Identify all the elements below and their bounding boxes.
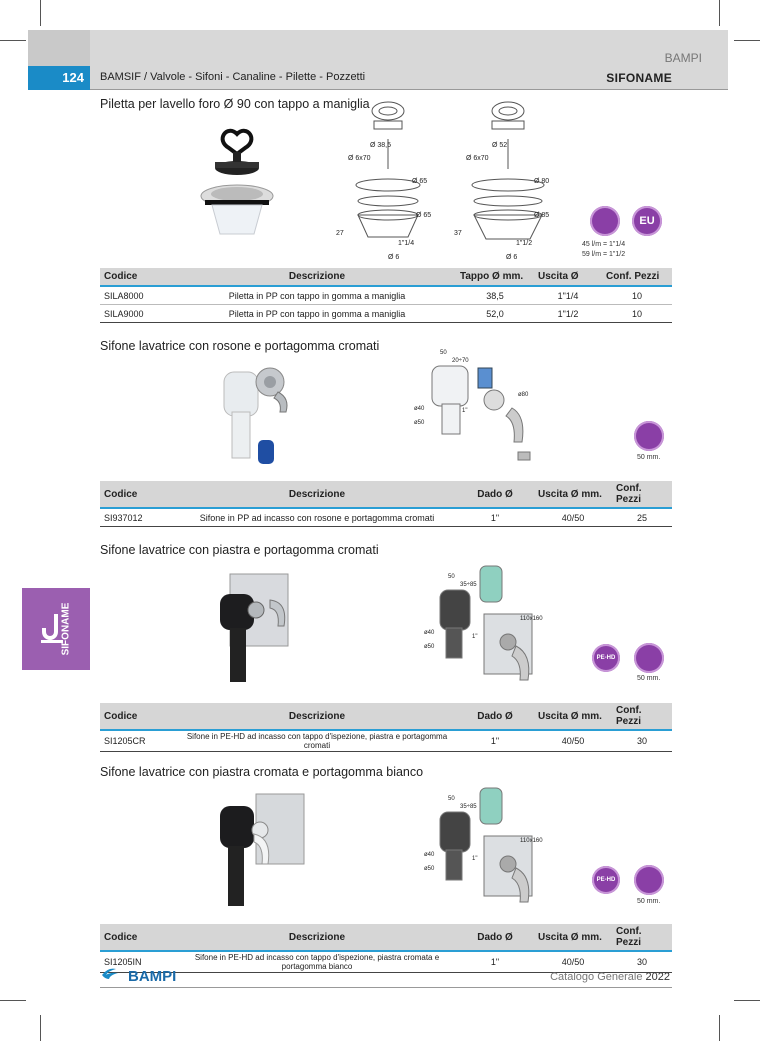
cell-value: 40/50: [534, 508, 612, 527]
col-header: Descrizione: [178, 924, 456, 951]
bampi-logo: [100, 966, 190, 989]
crop-mark: [719, 1015, 720, 1041]
dim-label: 50: [440, 350, 447, 356]
cell-description: Sifone in PE-HD ad incasso con tappo d'ispezione, piastra cromata e portagomma bianco: [178, 951, 456, 973]
table-row: [100, 730, 672, 752]
footer-catalog: [550, 971, 670, 983]
col-header: Dado Ø: [456, 481, 534, 508]
dim-label: Ø 85: [534, 212, 550, 219]
dim-label: 35÷85: [460, 804, 477, 810]
pe-hd-badge: PE-HD: [592, 644, 620, 672]
flow-note: 59 l/m = 1"1/2: [582, 251, 626, 258]
dim-label: 1"1/2: [516, 240, 533, 247]
product-photo-sifone-rosone: [218, 362, 308, 468]
col-header: Descrizione: [178, 268, 456, 286]
col-header: Uscita Ø mm.: [534, 481, 612, 508]
col-header: Descrizione: [178, 481, 456, 508]
side-tab-label: SIFONAME: [60, 602, 72, 656]
footer-divider: [100, 987, 672, 988]
cell-description: Piletta in PP con tappo in gomma a maniglia: [178, 305, 456, 323]
cup-icon-badge: [634, 643, 664, 673]
sink-icon-badge: [590, 206, 620, 236]
cell-value: 38,5: [456, 286, 534, 305]
catalog-label: Catalogo Generale: [550, 971, 643, 983]
dim-label: 1": [472, 634, 478, 640]
cell-code: SILA8000: [100, 286, 178, 305]
cell-description: Piletta in PP con tappo in gomma a maniglia: [178, 286, 456, 305]
product-table: [100, 268, 672, 323]
technical-drawing-sifone-piastra: [420, 562, 560, 692]
dim-label: Ø 80: [534, 178, 550, 185]
dim-label: Ø 38,5: [370, 142, 392, 149]
dim-label: 35÷85: [460, 582, 477, 588]
cell-value: 40/50: [534, 951, 612, 973]
technical-drawing-piletta: [330, 97, 570, 265]
dim-label: ø40: [424, 852, 435, 858]
cell-value: 10: [602, 305, 672, 323]
product-title: Piletta per lavello foro Ø 90 con tappo a maniglia: [100, 97, 370, 111]
col-header: Conf. Pezzi: [602, 268, 672, 286]
crop-mark: [734, 1000, 760, 1001]
cell-value: 1": [456, 730, 534, 752]
product-photo-sifone-piastra-bianco: [214, 790, 310, 910]
dim-label: 110x160: [520, 616, 543, 622]
col-header: Uscita Ø mm.: [534, 703, 612, 730]
cell-code: SILA9000: [100, 305, 178, 323]
crop-mark: [734, 40, 760, 41]
technical-drawing-sifone-piastra-bianco: [420, 784, 560, 914]
badge-caption: 50 mm.: [637, 898, 661, 905]
crop-mark: [0, 1000, 26, 1001]
dim-label: 37: [454, 230, 462, 237]
dim-label: 1": [462, 408, 468, 414]
cell-value: 1"1/2: [534, 305, 602, 323]
crop-mark: [40, 0, 41, 26]
cup-icon-badge: [634, 865, 664, 895]
cell-value: 1": [456, 508, 534, 527]
cell-value: 40/50: [534, 730, 612, 752]
dim-label: 27: [336, 230, 344, 237]
col-header: Descrizione: [178, 703, 456, 730]
dim-label: Ø 65: [416, 212, 432, 219]
dim-label: Ø 6: [506, 254, 518, 261]
badge-caption: 50 mm.: [637, 675, 661, 682]
cell-value: 52,0: [456, 305, 534, 323]
side-tab-sifoname[interactable]: [22, 588, 90, 670]
product-title: Sifone lavatrice con piastra cromata e portagomma bianco: [100, 765, 424, 779]
col-header: Codice: [100, 268, 178, 286]
dim-label: Ø 6x70: [348, 155, 371, 162]
technical-drawing-sifone-rosone: [412, 344, 552, 468]
cell-value: 30: [612, 730, 672, 752]
cell-code: SI1205CR: [100, 730, 178, 752]
eu-badge: EU: [632, 206, 662, 236]
dim-label: 1": [472, 856, 478, 862]
dim-label: ø40: [414, 406, 425, 412]
col-header: Tappo Ø mm.: [456, 268, 534, 286]
dim-label: ø50: [424, 644, 435, 650]
section-title: SIFONAME: [606, 71, 672, 85]
product-table: [100, 703, 672, 752]
dim-label: 20÷70: [452, 358, 469, 364]
header-divider: [90, 89, 728, 90]
col-header: Uscita Ø mm.: [534, 924, 612, 951]
cell-value: 25: [612, 508, 672, 527]
dim-label: 50: [448, 574, 455, 580]
cell-value: 1": [456, 951, 534, 973]
table-row: [100, 305, 672, 323]
logo-text: BAMPI: [128, 968, 177, 984]
col-header: Dado Ø: [456, 703, 534, 730]
dim-label: ø40: [424, 630, 435, 636]
page-number: 124: [28, 66, 90, 90]
table-row: [100, 286, 672, 305]
cell-description: Sifone in PP ad incasso con rosone e portagomma cromati: [178, 508, 456, 527]
product-title: Sifone lavatrice con rosone e portagomma cromati: [100, 339, 380, 353]
col-header: Uscita Ø: [534, 268, 602, 286]
col-header: Codice: [100, 703, 178, 730]
dim-label: 50: [448, 796, 455, 802]
dim-label: Ø 6x70: [466, 155, 489, 162]
cell-code: SI1205IN: [100, 951, 178, 973]
badge-caption: 50 mm.: [637, 454, 661, 461]
col-header: Conf. Pezzi: [612, 703, 672, 730]
catalog-year: 2022: [645, 971, 670, 983]
col-header: Codice: [100, 924, 178, 951]
dim-label: Ø 52: [492, 142, 508, 149]
dim-label: ø50: [414, 420, 425, 426]
crop-mark: [0, 40, 26, 41]
col-header: Codice: [100, 481, 178, 508]
cup-icon-badge: [634, 421, 664, 451]
product-title: Sifone lavatrice con piastra e portagomma cromati: [100, 543, 379, 557]
product-photo-sifone-piastra: [216, 570, 306, 686]
dim-label: 110x160: [520, 838, 543, 844]
col-header: Conf. Pezzi: [612, 481, 672, 508]
breadcrumb: BAMSIF / Valvole - Sifoni - Canaline - Pilette - Pozzetti: [100, 71, 366, 83]
product-photo-piletta: [192, 126, 282, 238]
cell-value: 1"1/4: [534, 286, 602, 305]
col-header: Conf. Pezzi: [612, 924, 672, 951]
dim-label: ø50: [424, 866, 435, 872]
pe-hd-badge: PE-HD: [592, 866, 620, 894]
crop-mark: [719, 0, 720, 26]
dim-label: Ø 6: [388, 254, 400, 261]
cell-value: 10: [602, 286, 672, 305]
flow-note: 45 l/m = 1"1/4: [582, 241, 626, 248]
dim-label: 1"1/4: [398, 240, 415, 247]
cell-code: SI937012: [100, 508, 178, 527]
table-row: [100, 508, 672, 527]
product-table: [100, 481, 672, 527]
crop-mark: [40, 1015, 41, 1041]
cell-value: 30: [612, 951, 672, 973]
col-header: Dado Ø: [456, 924, 534, 951]
header-brand: BAMPI: [664, 51, 702, 65]
cell-description: Sifone in PE-HD ad incasso con tappo d'ispezione, piastra e portagomma cromati: [178, 730, 456, 752]
dim-label: Ø 65: [412, 178, 428, 185]
dim-label: ø80: [518, 392, 529, 398]
